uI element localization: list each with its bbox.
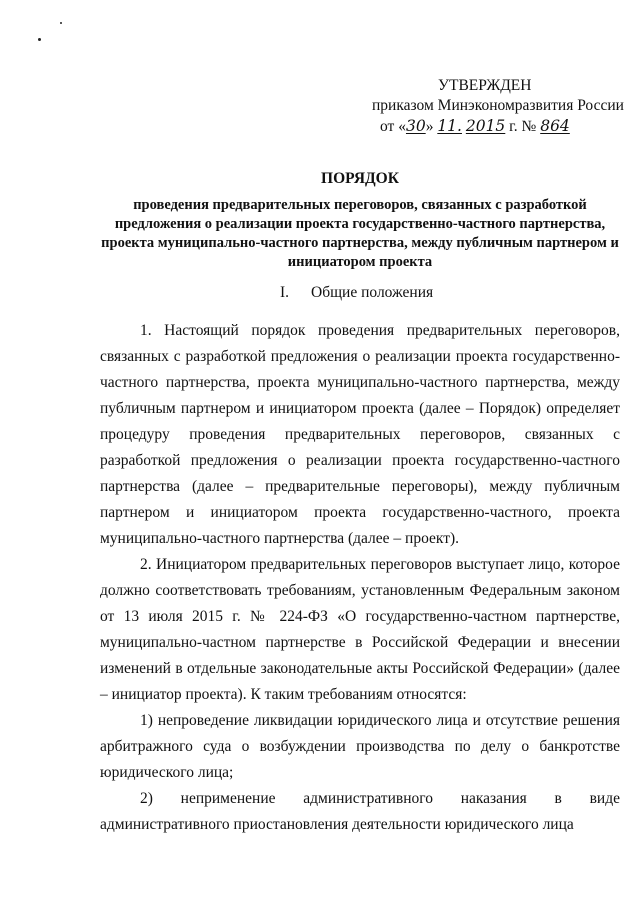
- list-item-1: 1) непроведение ликвидации юридического лица и отсутствие решения арбитражного суда о возбуждении производства по делу о банкротстве юридического лица;: [100, 712, 620, 781]
- section-number: I.: [280, 284, 290, 301]
- section-heading: [280, 284, 433, 302]
- list-item-2: 2) неприменение административного наказания в виде административного приостановления деятельности юридического лица: [100, 790, 620, 833]
- handwritten-day: 30: [405, 117, 426, 135]
- scan-speck: [60, 22, 62, 24]
- date-close-quote: »: [425, 118, 434, 135]
- approval-order-line: приказом Минэкономразвития России: [372, 97, 624, 114]
- paragraph-2: 2. Инициатором предварительных переговоров выступает лицо, которое должно соответствовать требованиям, установленным Федеральным законом от 13 июля 2015 г. № 224-ФЗ «О государственно-частном партнерстве, муниципально-частном партнерстве в Российской Федерации и внесении изменений в отдельные законодательные акты Российской Федерации» (далее – инициатор проекта). К таким требованиям относятся:: [100, 556, 620, 703]
- section-title: Общие положения: [311, 284, 434, 301]
- approval-date-line: [330, 116, 620, 137]
- approved-label: УТВЕРЖДЕН: [438, 77, 532, 94]
- paragraph-1: 1. Настоящий порядок проведения предварительных переговоров, связанных с разработкой предложения о реализации проекта государственно-частного партнерства, проекта муниципально-частного партнерства, между публичным партнером и инициатором проекта (далее – Порядок) определяет процедуру проведения предварительных переговоров, связанных с разработкой предложения о реализации проекта государственно-частного партнерства (далее – предварительные переговоры), между публичным партнером и инициатором проекта государственно-частного, проекта муниципально-частного партнерства (далее – проект).: [100, 322, 620, 547]
- handwritten-month: 11.: [437, 117, 462, 135]
- year-suffix: г. №: [509, 118, 537, 135]
- date-prefix: от «: [380, 118, 406, 135]
- document-title: ПОРЯДОК: [321, 170, 399, 187]
- handwritten-number: 864: [540, 117, 570, 135]
- approval-stamp: [330, 76, 624, 137]
- handwritten-year: 2015: [465, 117, 506, 135]
- scan-speck: [38, 38, 41, 41]
- document-subtitle: проведения предварительных переговоров, связанных с разработкой предложения о реализации проекта государственно-частного партнерства, проекта муниципально-частного партнерства, между публичным партнером и инициатором проекта: [101, 197, 619, 270]
